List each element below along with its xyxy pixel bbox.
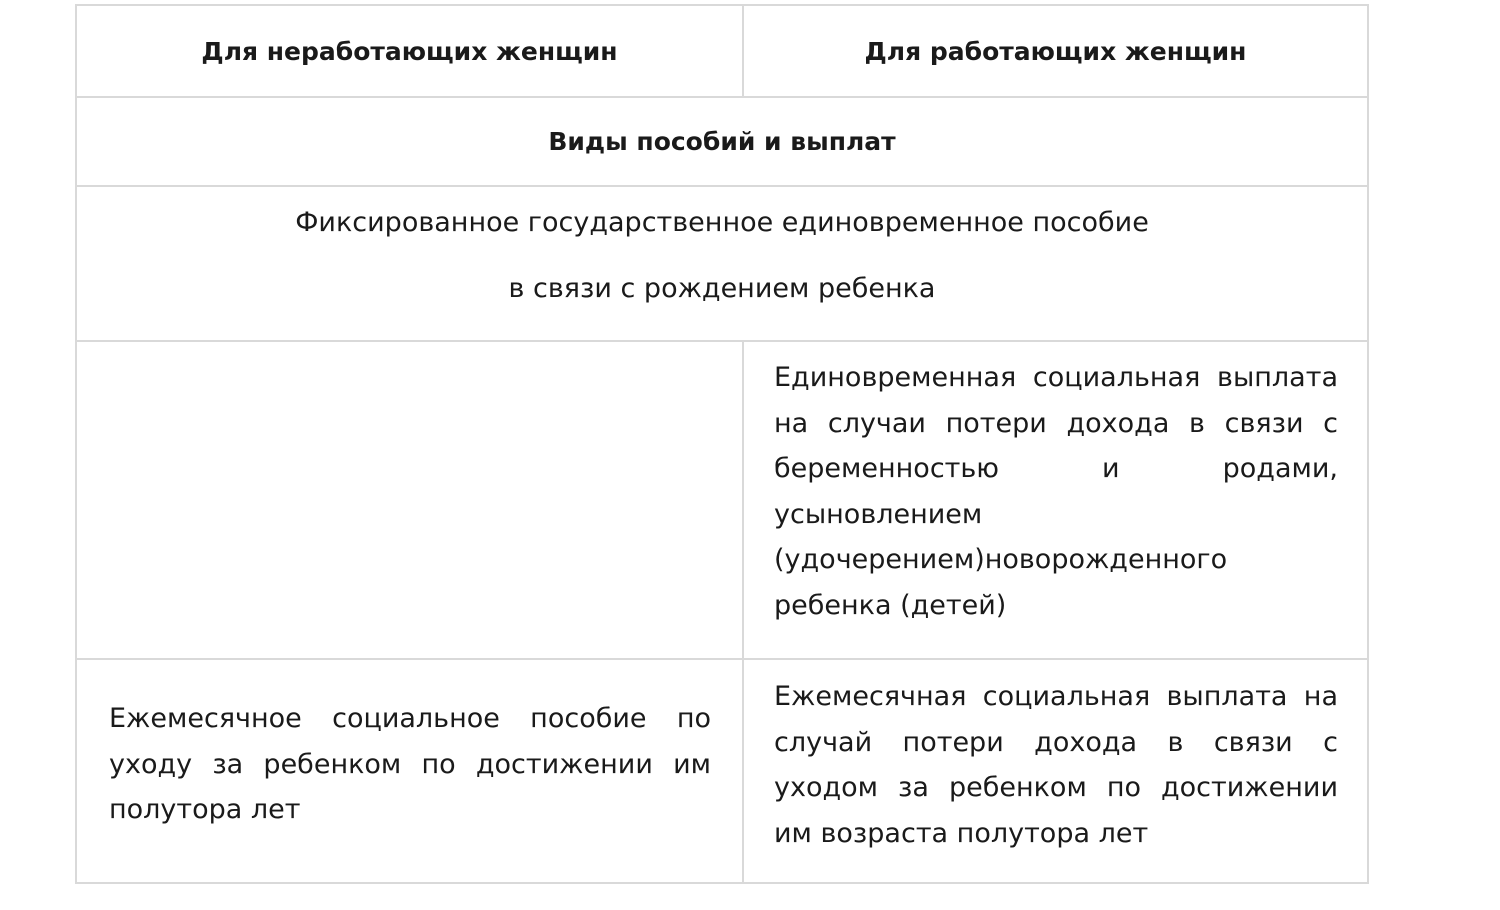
divider <box>742 6 744 96</box>
lumpsum-working-cell <box>774 355 1338 655</box>
divider <box>742 660 744 882</box>
header-non-working-women <box>77 6 742 96</box>
fixed-benefit-line2: в связи с рождением ребенка <box>508 273 936 304</box>
benefits-table <box>75 4 1369 884</box>
lumpsum-col2-text: Единовременная социальная выплата на случаи потери дохода в связи с беременностью и родами, усыновлением (удочерением)новорожденного ребенка (детей) <box>774 362 1338 621</box>
divider <box>742 342 744 658</box>
monthly-col1-text: Ежемесячное социальное пособие по уходу за ребенком по достижении им полутора лет <box>109 703 711 825</box>
header-col2-label: Для работающих женщин <box>864 36 1247 66</box>
lumpsum-non-working-cell <box>77 342 742 658</box>
section-title <box>77 98 1367 185</box>
monthly-non-working-cell <box>109 696 711 846</box>
divider <box>77 185 1367 187</box>
monthly-col2-text: Ежемесячная социальная выплата на случай потери дохода в связи с уходом за ребенком по достижении им возраста полутора лет <box>774 681 1338 849</box>
monthly-working-cell <box>774 674 1338 874</box>
header-working-women <box>744 6 1367 96</box>
divider <box>77 658 1367 660</box>
section-title-label: Виды пособий и выплат <box>548 127 896 156</box>
header-col1-label: Для неработающих женщин <box>201 36 618 66</box>
fixed-benefit-cell <box>77 190 1367 340</box>
fixed-benefit-line1: Фиксированное государственное единовременное пособие <box>295 207 1149 238</box>
